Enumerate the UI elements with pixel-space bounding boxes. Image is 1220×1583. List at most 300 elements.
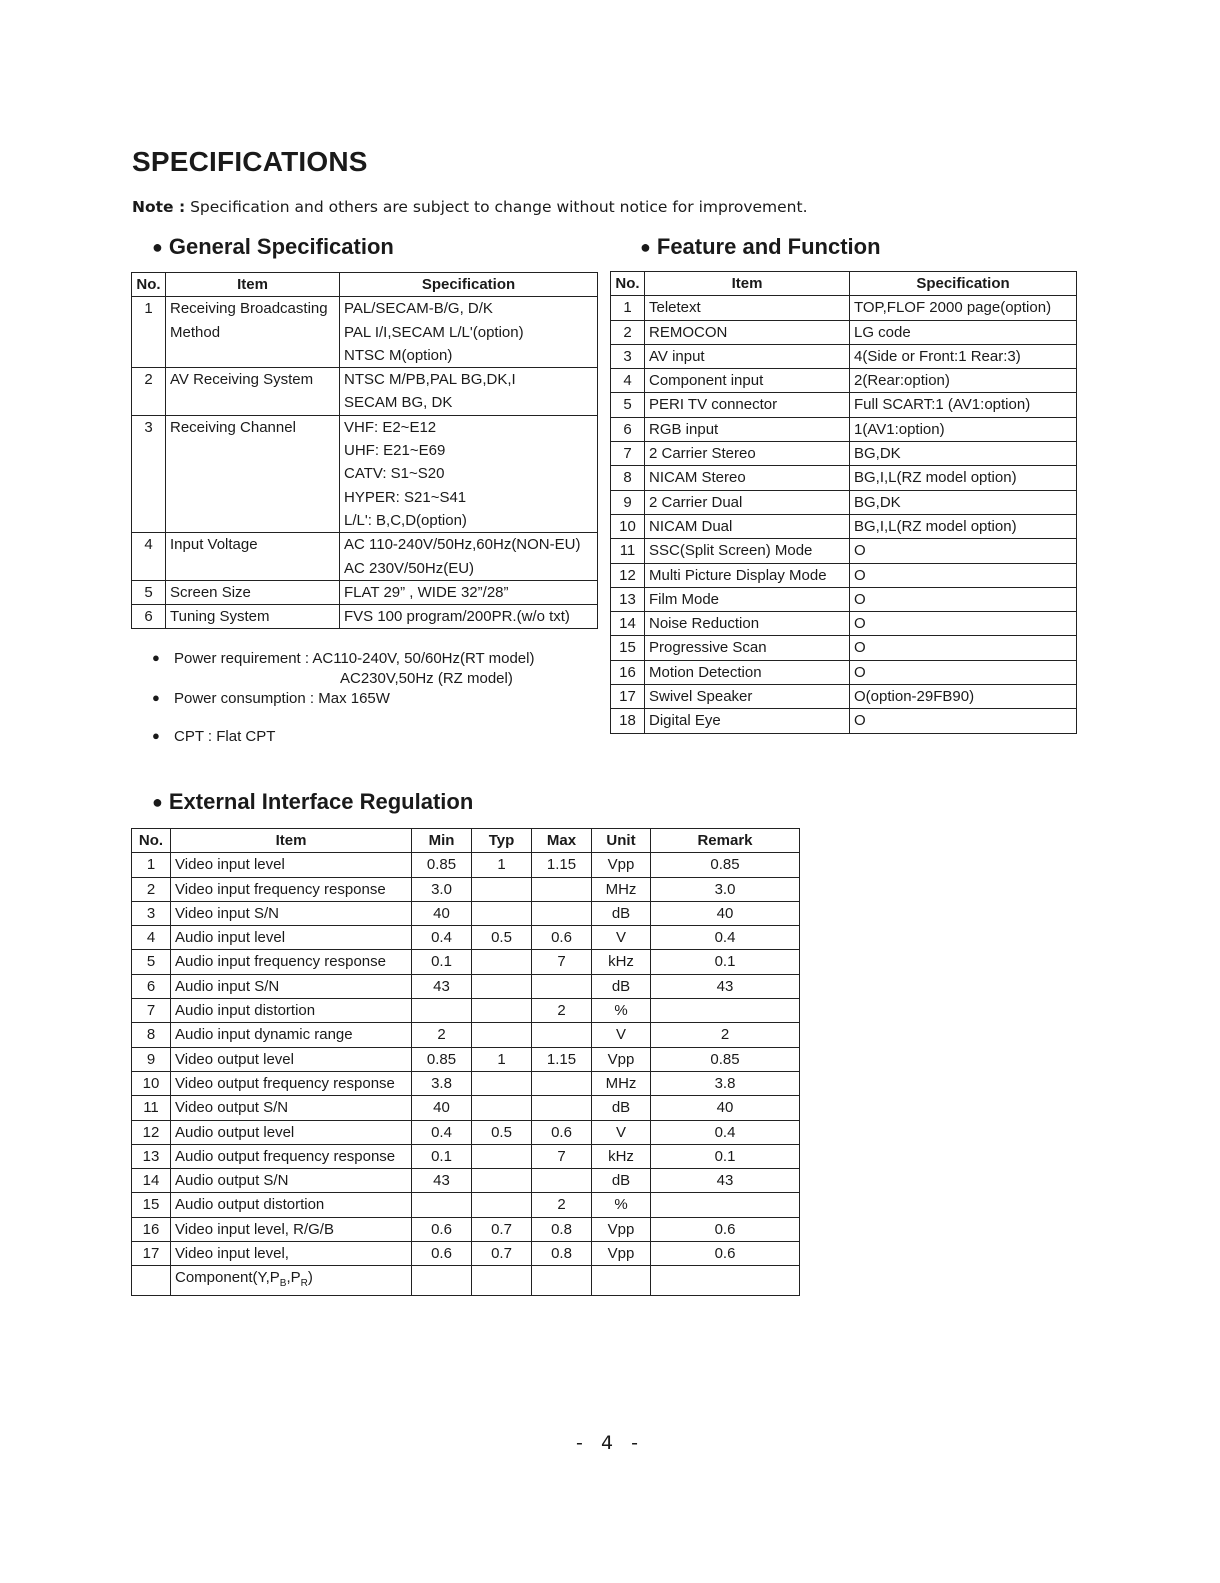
table-row — [132, 557, 598, 581]
row-item — [166, 509, 340, 533]
row-spec: O — [850, 539, 1077, 563]
row-remark: 0.4 — [651, 926, 800, 950]
row-number: 18 — [611, 709, 645, 733]
row-item: Multi Picture Display Mode — [645, 563, 850, 587]
row-item: Tuning System — [166, 605, 340, 629]
table-row — [132, 439, 598, 462]
row-unit: V — [592, 1120, 651, 1144]
row-max: 7 — [532, 950, 592, 974]
row-typ: 0.5 — [472, 926, 532, 950]
feature-table — [610, 271, 1077, 734]
row-typ — [472, 950, 532, 974]
row-number: 11 — [132, 1096, 171, 1120]
table-row — [132, 926, 800, 950]
row-remark: 0.85 — [651, 853, 800, 877]
row-item: Audio input frequency response — [171, 950, 412, 974]
table-row — [132, 1266, 800, 1296]
row-typ — [472, 999, 532, 1023]
row-number: 15 — [611, 636, 645, 660]
row-number: 16 — [132, 1217, 171, 1241]
row-typ — [472, 1193, 532, 1217]
row-max — [532, 974, 592, 998]
row-number: 3 — [132, 901, 171, 925]
row-number: 2 — [132, 368, 166, 392]
row-max — [532, 1096, 592, 1120]
table-row — [132, 901, 800, 925]
general-spec-body — [132, 297, 598, 629]
row-spec: O — [850, 636, 1077, 660]
row-item: Audio input S/N — [171, 974, 412, 998]
row-number: 8 — [611, 466, 645, 490]
row-min: 43 — [412, 1169, 472, 1193]
row-spec: O — [850, 587, 1077, 611]
note-text: Specification and others are subject to change without notice for improvement. — [185, 198, 808, 216]
external-body — [132, 853, 800, 1296]
table-row — [132, 462, 598, 485]
row-unit: MHz — [592, 877, 651, 901]
row-min: 43 — [412, 974, 472, 998]
row-spec: PAL/SECAM-B/G, D/K — [340, 297, 598, 321]
row-number: 17 — [611, 685, 645, 709]
col-header-item: Item — [645, 272, 850, 296]
table-row — [611, 369, 1077, 393]
row-max: 0.8 — [532, 1217, 592, 1241]
row-number: 9 — [611, 490, 645, 514]
row-spec: Full SCART:1 (AV1:option) — [850, 393, 1077, 417]
row-unit: dB — [592, 974, 651, 998]
feature-body — [611, 296, 1077, 733]
row-typ — [472, 974, 532, 998]
row-remark: 40 — [651, 901, 800, 925]
row-min: 0.85 — [412, 853, 472, 877]
row-number: 2 — [132, 877, 171, 901]
table-row — [132, 974, 800, 998]
row-min — [412, 999, 472, 1023]
table-row — [132, 509, 598, 533]
row-spec: O — [850, 612, 1077, 636]
row-spec: 1(AV1:option) — [850, 417, 1077, 441]
table-row — [611, 563, 1077, 587]
row-number — [132, 1266, 171, 1296]
table-row — [132, 1242, 800, 1266]
row-max — [532, 877, 592, 901]
row-unit: % — [592, 1193, 651, 1217]
row-spec: BG,I,L(RZ model option) — [850, 466, 1077, 490]
row-max — [532, 1071, 592, 1095]
table-row — [611, 344, 1077, 368]
row-spec: O(option-29FB90) — [850, 685, 1077, 709]
col-header-spec: Specification — [850, 272, 1077, 296]
row-item: Video output S/N — [171, 1096, 412, 1120]
row-number: 6 — [132, 974, 171, 998]
row-number — [132, 321, 166, 344]
row-min: 3.0 — [412, 877, 472, 901]
external-table — [131, 828, 800, 1296]
row-number: 4 — [611, 369, 645, 393]
row-number — [132, 439, 166, 462]
row-max: 0.6 — [532, 926, 592, 950]
table-row — [611, 539, 1077, 563]
row-item: NICAM Dual — [645, 514, 850, 538]
row-max — [532, 901, 592, 925]
row-min: 0.6 — [412, 1242, 472, 1266]
row-typ: 0.7 — [472, 1242, 532, 1266]
row-unit: MHz — [592, 1071, 651, 1095]
table-row — [132, 605, 598, 629]
col-header-no: No. — [132, 829, 171, 853]
row-item: Video output level — [171, 1047, 412, 1071]
col-header-min: Min — [412, 829, 472, 853]
row-min: 3.8 — [412, 1071, 472, 1095]
row-item: Audio output S/N — [171, 1169, 412, 1193]
row-unit: dB — [592, 1096, 651, 1120]
row-typ — [472, 877, 532, 901]
row-number: 6 — [611, 417, 645, 441]
row-number: 7 — [611, 442, 645, 466]
row-number: 5 — [611, 393, 645, 417]
row-number: 4 — [132, 926, 171, 950]
row-spec: BG,DK — [850, 442, 1077, 466]
row-item: Screen Size — [166, 580, 340, 604]
row-number: 12 — [611, 563, 645, 587]
general-spec-table — [131, 272, 598, 629]
external-heading-text: External Interface Regulation — [168, 789, 474, 814]
table-row — [132, 999, 800, 1023]
row-spec: CATV: S1~S20 — [340, 462, 598, 485]
row-item: Video input level, R/G/B — [171, 1217, 412, 1241]
row-max — [532, 1169, 592, 1193]
row-item: Audio input dynamic range — [171, 1023, 412, 1047]
row-remark: 3.8 — [651, 1071, 800, 1095]
row-unit: kHz — [592, 1144, 651, 1168]
row-spec: 2(Rear:option) — [850, 369, 1077, 393]
row-number: 1 — [132, 853, 171, 877]
table-row — [132, 950, 800, 974]
row-spec: NTSC M/PB,PAL BG,DK,I — [340, 368, 598, 392]
row-spec: O — [850, 563, 1077, 587]
row-number: 10 — [611, 514, 645, 538]
row-min: 0.1 — [412, 950, 472, 974]
table-row — [132, 344, 598, 368]
note — [132, 198, 808, 216]
table-row — [132, 580, 598, 604]
row-remark: 2 — [651, 1023, 800, 1047]
row-min: 2 — [412, 1023, 472, 1047]
row-remark: 0.4 — [651, 1120, 800, 1144]
row-spec: LG code — [850, 320, 1077, 344]
table-row — [611, 466, 1077, 490]
table-row — [132, 486, 598, 509]
row-number: 4 — [132, 533, 166, 557]
table-row — [132, 877, 800, 901]
table-row — [611, 636, 1077, 660]
row-item: Noise Reduction — [645, 612, 850, 636]
row-item: Receiving Broadcasting — [166, 297, 340, 321]
row-item: Teletext — [645, 296, 850, 320]
row-unit: dB — [592, 1169, 651, 1193]
note-label: Note : — [132, 198, 186, 216]
table-row — [132, 415, 598, 439]
row-typ — [472, 901, 532, 925]
row-item: $Component(Y,P_B,P_R)$ — [171, 1266, 412, 1296]
row-spec: L/L': B,C,D(option) — [340, 509, 598, 533]
cpt-note — [152, 728, 612, 745]
row-number: 14 — [611, 612, 645, 636]
table-row — [132, 533, 598, 557]
row-item: Video input S/N — [171, 901, 412, 925]
row-number: 10 — [132, 1071, 171, 1095]
row-spec: TOP,FLOF 2000 page(option) — [850, 296, 1077, 320]
power-consumption-text: Power consumption : Max 165W — [174, 690, 390, 707]
row-item: Audio input level — [171, 926, 412, 950]
row-spec: AC 110-240V/50Hz,60Hz(NON-EU) — [340, 533, 598, 557]
table-row — [611, 587, 1077, 611]
row-remark: 40 — [651, 1096, 800, 1120]
row-number — [132, 344, 166, 368]
row-spec: UHF: E21~E69 — [340, 439, 598, 462]
row-item: REMOCON — [645, 320, 850, 344]
row-number: 3 — [132, 415, 166, 439]
row-max: 1.15 — [532, 853, 592, 877]
cpt-text: CPT : Flat CPT — [174, 728, 276, 745]
row-typ — [472, 1096, 532, 1120]
row-remark — [651, 1193, 800, 1217]
row-number: 5 — [132, 580, 166, 604]
table-row — [611, 320, 1077, 344]
feature-heading — [640, 234, 881, 260]
row-max: 1.15 — [532, 1047, 592, 1071]
row-typ — [472, 1169, 532, 1193]
row-unit: Vpp — [592, 1242, 651, 1266]
table-row — [132, 1071, 800, 1095]
row-min — [412, 1193, 472, 1217]
col-header-unit: Unit — [592, 829, 651, 853]
row-spec: FLAT 29” , WIDE 32”/28” — [340, 580, 598, 604]
row-typ: 1 — [472, 853, 532, 877]
table-row — [611, 709, 1077, 733]
row-spec: BG,DK — [850, 490, 1077, 514]
row-number: 8 — [132, 1023, 171, 1047]
table-row — [611, 442, 1077, 466]
row-typ — [472, 1023, 532, 1047]
general-spec-heading — [152, 234, 394, 260]
col-header-item: Item — [171, 829, 412, 853]
row-item: PERI TV connector — [645, 393, 850, 417]
row-number — [132, 391, 166, 415]
page-number: - 4 - — [576, 1432, 644, 1454]
row-spec: O — [850, 660, 1077, 684]
row-item: SSC(Split Screen) Mode — [645, 539, 850, 563]
page-title: SPECIFICATIONS — [132, 146, 368, 177]
col-header-item: Item — [166, 273, 340, 297]
table-row — [611, 417, 1077, 441]
row-unit: Vpp — [592, 1217, 651, 1241]
row-spec: BG,I,L(RZ model option) — [850, 514, 1077, 538]
row-number — [132, 462, 166, 485]
row-typ — [472, 1144, 532, 1168]
table-row — [132, 1096, 800, 1120]
row-spec: AC 230V/50Hz(EU) — [340, 557, 598, 581]
table-row — [132, 853, 800, 877]
row-remark: 43 — [651, 974, 800, 998]
row-number: 17 — [132, 1242, 171, 1266]
row-item: 2 Carrier Stereo — [645, 442, 850, 466]
row-unit: Vpp — [592, 1047, 651, 1071]
row-typ: 1 — [472, 1047, 532, 1071]
row-number — [132, 557, 166, 581]
row-max — [532, 1023, 592, 1047]
row-remark: 43 — [651, 1169, 800, 1193]
row-number: 12 — [132, 1120, 171, 1144]
general-spec-heading-text: General Specification — [168, 234, 394, 259]
row-spec: FVS 100 program/200PR.(w/o txt) — [340, 605, 598, 629]
table-row — [611, 393, 1077, 417]
row-unit: V — [592, 1023, 651, 1047]
row-item: NICAM Stereo — [645, 466, 850, 490]
col-header-spec: Specification — [340, 273, 598, 297]
external-heading — [152, 789, 473, 815]
table-row — [132, 1193, 800, 1217]
row-item — [166, 462, 340, 485]
row-number: 5 — [132, 950, 171, 974]
row-typ — [472, 1266, 532, 1296]
row-unit: % — [592, 999, 651, 1023]
row-item: Swivel Speaker — [645, 685, 850, 709]
row-min: 0.4 — [412, 926, 472, 950]
row-max: 0.8 — [532, 1242, 592, 1266]
row-number: 2 — [611, 320, 645, 344]
row-spec: VHF: E2~E12 — [340, 415, 598, 439]
power-requirement-note-2 — [152, 670, 612, 690]
power-requirement-text: Power requirement : AC110-240V, 50/60Hz(RT model) — [174, 650, 535, 667]
table-row — [132, 391, 598, 415]
row-item: Motion Detection — [645, 660, 850, 684]
col-header-no: No. — [611, 272, 645, 296]
row-min: 0.6 — [412, 1217, 472, 1241]
row-remark: 0.85 — [651, 1047, 800, 1071]
table-row — [611, 514, 1077, 538]
row-item: 2 Carrier Dual — [645, 490, 850, 514]
row-spec: 4(Side or Front:1 Rear:3) — [850, 344, 1077, 368]
col-header-remark: Remark — [651, 829, 800, 853]
row-spec: PAL I/I,SECAM L/L'(option) — [340, 321, 598, 344]
table-row — [611, 490, 1077, 514]
row-max: 0.6 — [532, 1120, 592, 1144]
table-row — [132, 1144, 800, 1168]
row-remark — [651, 1266, 800, 1296]
subscript-r: R — [300, 1278, 308, 1290]
row-number: 16 — [611, 660, 645, 684]
table-row — [132, 1023, 800, 1047]
row-remark: 0.6 — [651, 1217, 800, 1241]
row-unit: dB — [592, 901, 651, 925]
row-item: Digital Eye — [645, 709, 850, 733]
row-remark: 3.0 — [651, 877, 800, 901]
row-item: Input Voltage — [166, 533, 340, 557]
row-min: 0.4 — [412, 1120, 472, 1144]
table-row — [611, 685, 1077, 709]
row-typ: 0.5 — [472, 1120, 532, 1144]
row-max: 2 — [532, 1193, 592, 1217]
row-remark — [651, 999, 800, 1023]
row-item: AV Receiving System — [166, 368, 340, 392]
row-remark: 0.6 — [651, 1242, 800, 1266]
row-item — [166, 439, 340, 462]
row-item: RGB input — [645, 417, 850, 441]
table-row — [611, 660, 1077, 684]
subscript-b: B — [279, 1278, 287, 1290]
row-typ: 0.7 — [472, 1217, 532, 1241]
row-item: Progressive Scan — [645, 636, 850, 660]
row-number: 9 — [132, 1047, 171, 1071]
row-item: Video input level — [171, 853, 412, 877]
row-item: Audio output level — [171, 1120, 412, 1144]
row-item: AV input — [645, 344, 850, 368]
row-unit: kHz — [592, 950, 651, 974]
feature-heading-text: Feature and Function — [656, 234, 881, 259]
power-requirement-text-2: AC230V,50Hz (RZ model) — [340, 670, 513, 687]
row-item — [166, 557, 340, 581]
row-max: 7 — [532, 1144, 592, 1168]
row-item: Component input — [645, 369, 850, 393]
table-row — [132, 1217, 800, 1241]
row-number: 1 — [132, 297, 166, 321]
bullet-icon: ● — [152, 792, 163, 812]
row-unit — [592, 1266, 651, 1296]
row-number: 14 — [132, 1169, 171, 1193]
row-spec: SECAM BG, DK — [340, 391, 598, 415]
row-typ — [472, 1071, 532, 1095]
row-item: Video input frequency response — [171, 877, 412, 901]
row-number: 11 — [611, 539, 645, 563]
row-item — [166, 486, 340, 509]
power-requirement-note — [152, 650, 612, 670]
row-number: 3 — [611, 344, 645, 368]
bullet-icon: ● — [640, 237, 651, 257]
row-remark: 0.1 — [651, 1144, 800, 1168]
row-min: 40 — [412, 901, 472, 925]
power-consumption-note — [152, 690, 612, 728]
row-item — [166, 344, 340, 368]
col-header-typ: Typ — [472, 829, 532, 853]
row-item: Video output frequency response — [171, 1071, 412, 1095]
row-number: 13 — [611, 587, 645, 611]
row-number: 7 — [132, 999, 171, 1023]
col-header-no: No. — [132, 273, 166, 297]
row-number: 13 — [132, 1144, 171, 1168]
row-number — [132, 509, 166, 533]
row-item: Audio output distortion — [171, 1193, 412, 1217]
power-notes — [152, 650, 612, 745]
table-row — [132, 321, 598, 344]
table-row — [132, 1169, 800, 1193]
row-item: Receiving Channel — [166, 415, 340, 439]
table-row — [132, 1047, 800, 1071]
table-row — [611, 612, 1077, 636]
table-row — [132, 297, 598, 321]
row-item: Method — [166, 321, 340, 344]
row-spec: HYPER: S21~S41 — [340, 486, 598, 509]
row-min: 40 — [412, 1096, 472, 1120]
row-max — [532, 1266, 592, 1296]
row-min: 0.85 — [412, 1047, 472, 1071]
row-number: 1 — [611, 296, 645, 320]
row-unit: V — [592, 926, 651, 950]
row-item: Audio output frequency response — [171, 1144, 412, 1168]
bullet-icon: ● — [152, 237, 163, 257]
row-remark: 0.1 — [651, 950, 800, 974]
table-row — [132, 368, 598, 392]
